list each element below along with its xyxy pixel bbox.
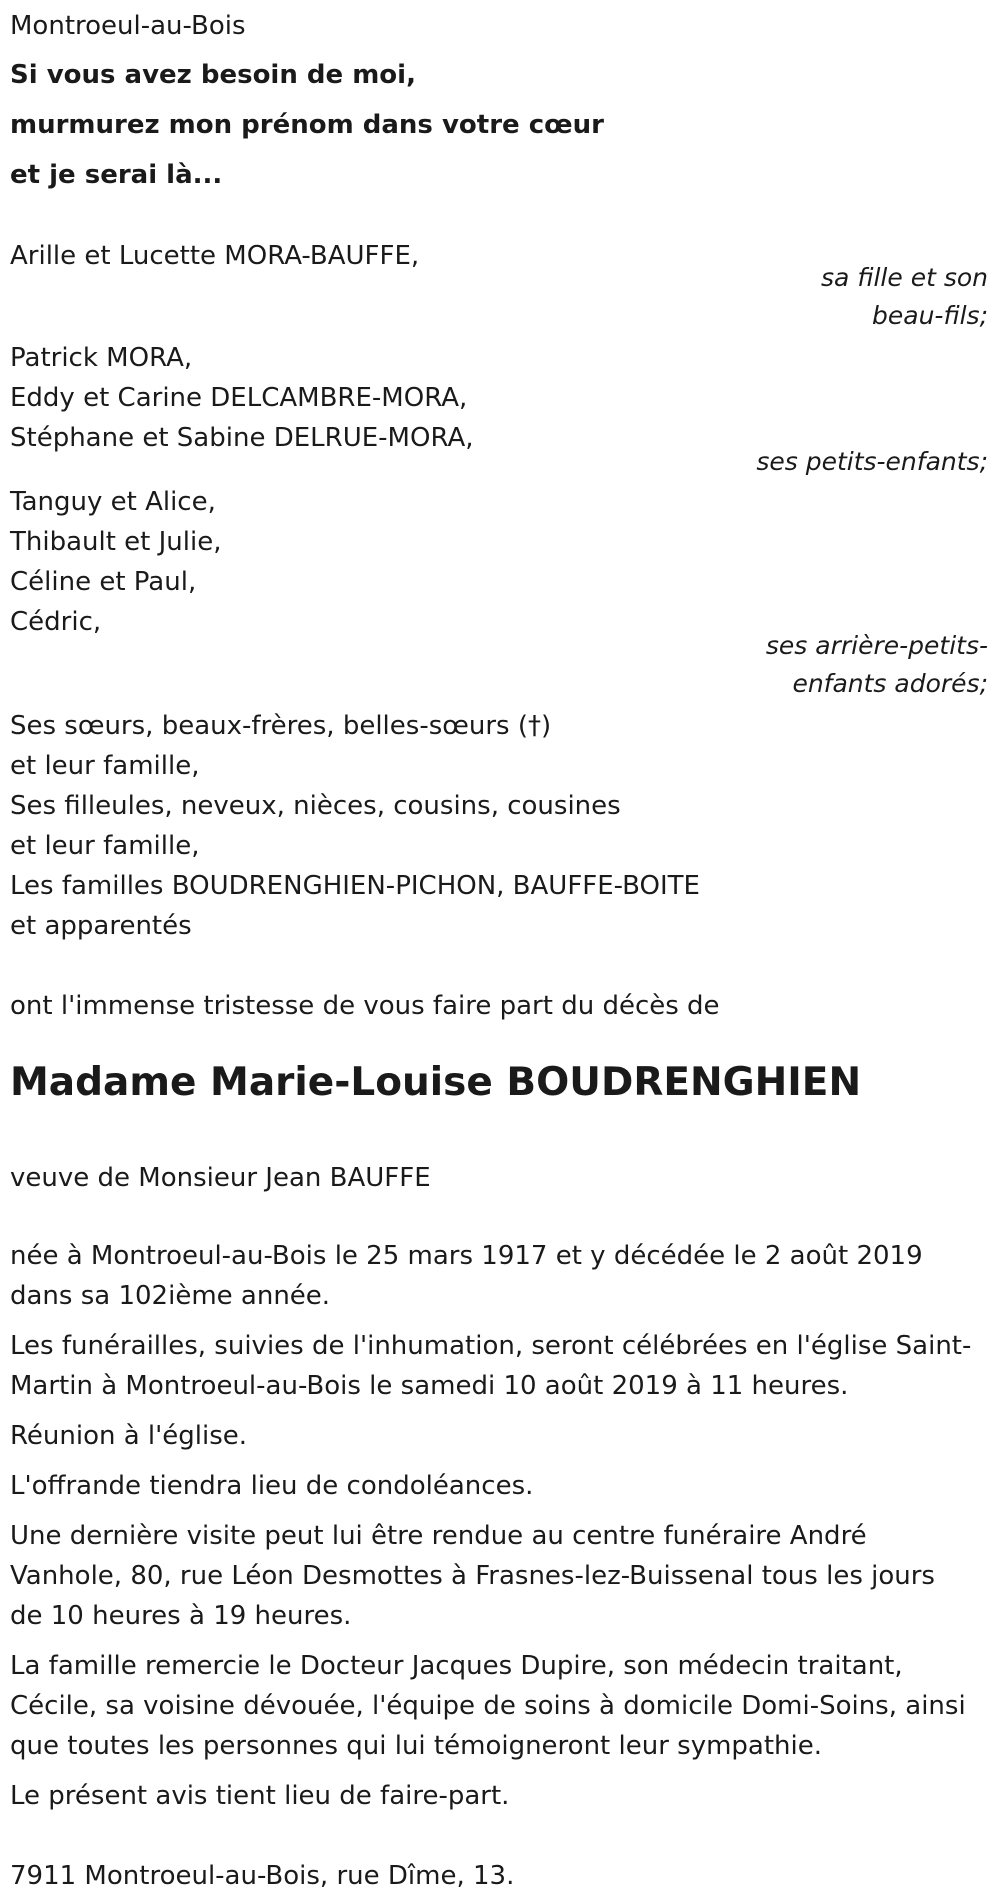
great-grandchild-name: Cédric, [10,607,102,637]
family-line: et leur famille, [10,831,200,861]
paragraph-line: Une dernière visite peut lui être rendue au centre funéraire André [10,1521,867,1551]
great-grandchild-name: Thibault et Julie, [10,527,222,557]
paragraph-line: Vanhole, 80, rue Léon Desmottes à Frasnes-lez-Buissenal tous les jours [10,1561,935,1591]
daughter-names: Arille et Lucette MORA-BAUFFE, [10,241,420,271]
location-heading: Montroeul-au-Bois [10,11,246,41]
daughter-relation-1: sa fille et son [821,263,988,292]
family-line: Ses filleules, neveux, nièces, cousins, cousines [10,791,621,821]
family-line: Ses sœurs, beaux-frères, belles-sœurs (†) [10,711,552,741]
quote-line-3: et je serai là... [10,160,223,190]
quote-line-2: murmurez mon prénom dans votre cœur [10,110,604,140]
announcement-text: ont l'immense tristesse de vous faire part du décès de [10,991,720,1021]
great-grandchild-name: Céline et Paul, [10,567,197,597]
paragraph-line: dans sa 102ième année. [10,1281,331,1311]
quote-line-1: Si vous avez besoin de moi, [10,60,416,90]
birth-death-paragraph [10,1236,985,1316]
thanks-paragraph [10,1646,985,1766]
notice-paragraph [10,1776,985,1816]
grandchildren-relation: ses petits-enfants; [756,447,988,476]
paragraph-line: Cécile, sa voisine dévouée, l'équipe de soins à domicile Domi-Soins, ainsi [10,1691,966,1721]
address-text: 7911 Montroeul-au-Bois, rue Dîme, 13. [10,1861,515,1891]
widow-of-text: veuve de Monsieur Jean BAUFFE [10,1163,431,1193]
daughter-relation-2: beau-fils; [872,301,988,330]
grandchild-name: Stéphane et Sabine DELRUE-MORA, [10,423,474,453]
paragraph-line: que toutes les personnes qui lui témoigneront leur sympathie. [10,1731,823,1761]
great-grandchildren-relation-1: ses arrière-petits- [765,631,988,660]
paragraph-line: L'offrande tiendra lieu de condoléances. [10,1471,534,1501]
funeral-paragraph [10,1326,985,1406]
condolences-paragraph [10,1466,985,1506]
family-line: et apparentés [10,911,192,941]
grandchild-name: Eddy et Carine DELCAMBRE-MORA, [10,383,468,413]
paragraph-line: Réunion à l'église. [10,1421,248,1451]
great-grandchild-name: Tanguy et Alice, [10,487,216,517]
paragraph-line: La famille remercie le Docteur Jacques Dupire, son médecin traitant, [10,1651,903,1681]
family-line: et leur famille, [10,751,200,781]
meeting-paragraph [10,1416,985,1456]
paragraph-line: Martin à Montroeul-au-Bois le samedi 10 août 2019 à 11 heures. [10,1371,849,1401]
deceased-name: Madame Marie-Louise BOUDRENGHIEN [10,1060,862,1105]
great-grandchildren-relation-2: enfants adorés; [792,669,988,698]
paragraph-line: née à Montroeul-au-Bois le 25 mars 1917 et y décédée le 2 août 2019 [10,1241,923,1271]
paragraph-line: de 10 heures à 19 heures. [10,1601,352,1631]
paragraph-line: Les funérailles, suivies de l'inhumation, seront célébrées en l'église Saint- [10,1331,972,1361]
visit-paragraph [10,1516,985,1636]
family-line: Les familles BOUDRENGHIEN-PICHON, BAUFFE-BOITE [10,871,700,901]
grandchild-name: Patrick MORA, [10,343,193,373]
paragraph-line: Le présent avis tient lieu de faire-part. [10,1781,510,1811]
